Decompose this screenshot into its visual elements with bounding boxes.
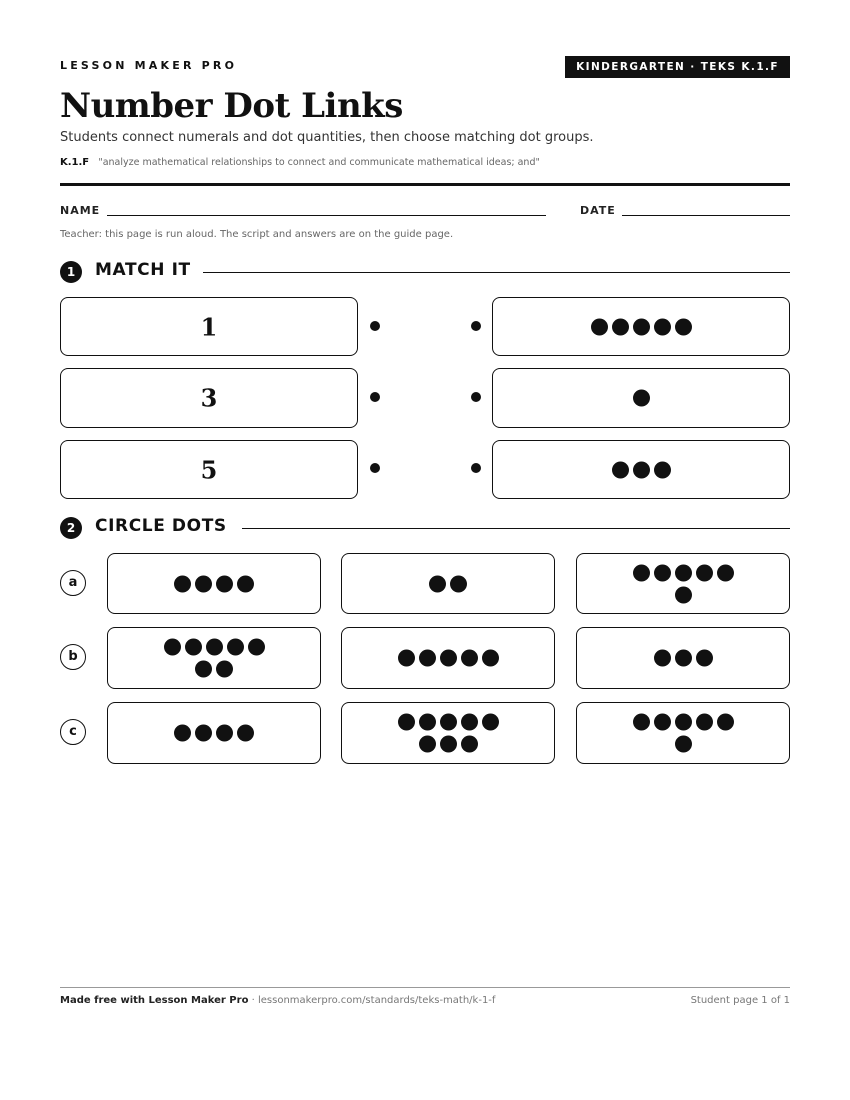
dot [440, 736, 457, 753]
dot [237, 725, 254, 742]
footer-brand: Made free with Lesson Maker Pro [60, 995, 249, 1006]
footer-url: · lessonmakerpro.com/standards/teks-math/k-1-f [248, 995, 496, 1006]
section-match-it-header [60, 259, 790, 283]
dot-row [633, 714, 734, 731]
dot [461, 650, 478, 667]
dot [461, 736, 478, 753]
section-circle-dots-header [60, 515, 790, 539]
dot-group [493, 461, 789, 478]
dot [654, 461, 671, 478]
dot [248, 639, 265, 656]
row-label-a: a [60, 570, 86, 596]
dot-group [108, 725, 320, 742]
dot [654, 714, 671, 731]
dot [216, 575, 233, 592]
dot [482, 650, 499, 667]
worksheet-page [60, 0, 790, 1100]
dot [174, 725, 191, 742]
footer-divider [60, 987, 790, 988]
dot-row [398, 714, 499, 731]
dot-group-box[interactable] [492, 440, 790, 499]
numeral-box[interactable] [60, 297, 358, 356]
name-label: NAME [60, 204, 101, 217]
dot [675, 714, 692, 731]
dot [398, 650, 415, 667]
grade-standard-badge: KINDERGARTEN · TEKS K.1.F [565, 56, 790, 78]
dot-choice-box[interactable] [341, 553, 555, 614]
dot-row [654, 650, 713, 667]
dot [612, 461, 629, 478]
connector-dot[interactable] [471, 463, 481, 473]
dot [185, 639, 202, 656]
dot [633, 390, 650, 407]
section-rule [200, 272, 790, 273]
dot [206, 639, 223, 656]
section-number-badge: 2 [60, 517, 82, 539]
dot [675, 736, 692, 753]
numeral-box[interactable] [60, 440, 358, 499]
standard-quote: "analyze mathematical relationships to connect and communicate mathematical ideas; and" [98, 157, 540, 168]
dot-row [419, 736, 478, 753]
dot-row [633, 564, 734, 581]
section-title: MATCH IT [95, 260, 203, 280]
dot-choice-box[interactable] [576, 627, 790, 689]
dot [696, 714, 713, 731]
dot [216, 725, 233, 742]
dot-row [429, 575, 467, 592]
dot [461, 714, 478, 731]
dot-group [493, 318, 789, 335]
page-subtitle: Students connect numerals and dot quantities, then choose matching dot groups. [60, 130, 594, 145]
dot [195, 661, 212, 678]
dot [654, 318, 671, 335]
dot-row [591, 318, 692, 335]
dot-choice-box[interactable] [107, 627, 321, 689]
dot-choice-box[interactable] [576, 553, 790, 614]
numeral-box[interactable] [60, 368, 358, 428]
standard-code: K.1.F [60, 157, 90, 168]
dot-group [108, 639, 320, 678]
footer-page-number: Student page 1 of 1 [690, 995, 790, 1006]
connector-dot[interactable] [471, 392, 481, 402]
dot [237, 575, 254, 592]
dot [591, 318, 608, 335]
dot [675, 318, 692, 335]
dot-group [342, 714, 554, 753]
dot [482, 714, 499, 731]
connector-dot[interactable] [370, 392, 380, 402]
connector-dot[interactable] [471, 321, 481, 331]
dot [398, 714, 415, 731]
dot [717, 564, 734, 581]
dot-row [633, 390, 650, 407]
dot [633, 714, 650, 731]
dot-group [493, 390, 789, 407]
page-title: Number Dot Links [60, 86, 403, 126]
dot [633, 564, 650, 581]
dot-group [342, 575, 554, 592]
dot [195, 575, 212, 592]
footer-credit [60, 995, 495, 1006]
top-bar [60, 56, 790, 78]
dot [717, 714, 734, 731]
dot-row [612, 461, 671, 478]
dot [440, 650, 457, 667]
dot-choice-box[interactable] [341, 627, 555, 689]
dot-group [577, 564, 789, 603]
date-field[interactable] [622, 215, 790, 216]
dot [195, 725, 212, 742]
brand-name: LESSON MAKER PRO [60, 59, 238, 72]
dot [612, 318, 629, 335]
dot [633, 461, 650, 478]
dot-choice-box[interactable] [107, 702, 321, 764]
dot-group [108, 575, 320, 592]
teacher-note: Teacher: this page is run aloud. The script and answers are on the guide page. [60, 229, 454, 240]
dot [164, 639, 181, 656]
dot [174, 575, 191, 592]
dot [450, 575, 467, 592]
dot [429, 575, 446, 592]
dot-row [398, 650, 499, 667]
standard-line [60, 157, 540, 168]
dot [216, 661, 233, 678]
dot-group-box[interactable] [492, 368, 790, 428]
row-label-b: b [60, 644, 86, 670]
dot [654, 564, 671, 581]
dot [696, 650, 713, 667]
connector-dot[interactable] [370, 463, 380, 473]
dot-group [577, 714, 789, 753]
dot [696, 564, 713, 581]
dot [633, 318, 650, 335]
dot-choice-box[interactable] [107, 553, 321, 614]
dot [227, 639, 244, 656]
dot-row [675, 586, 692, 603]
dot [675, 564, 692, 581]
numeral: 3 [200, 383, 218, 413]
section-number-badge: 1 [60, 261, 82, 283]
date-label: DATE [580, 204, 616, 217]
dot-row [195, 661, 233, 678]
dot-choice-box[interactable] [576, 702, 790, 764]
section-rule [242, 528, 790, 529]
numeral: 1 [200, 312, 218, 341]
row-label-c: c [60, 719, 86, 745]
dot [419, 736, 436, 753]
dot [419, 714, 436, 731]
numeral: 5 [200, 455, 218, 484]
dot [675, 586, 692, 603]
dot-choice-box[interactable] [341, 702, 555, 764]
dot-row [164, 639, 265, 656]
name-date-row [60, 204, 790, 218]
dot-group [342, 650, 554, 667]
dot-row [174, 725, 254, 742]
header-divider [60, 183, 790, 186]
dot-row [174, 575, 254, 592]
name-field[interactable] [107, 215, 546, 216]
dot [419, 650, 436, 667]
connector-dot[interactable] [370, 321, 380, 331]
dot-group [577, 650, 789, 667]
dot-row [675, 736, 692, 753]
dot [654, 650, 671, 667]
section-title: CIRCLE DOTS [95, 516, 239, 536]
dot [440, 714, 457, 731]
dot-group-box[interactable] [492, 297, 790, 356]
dot [675, 650, 692, 667]
